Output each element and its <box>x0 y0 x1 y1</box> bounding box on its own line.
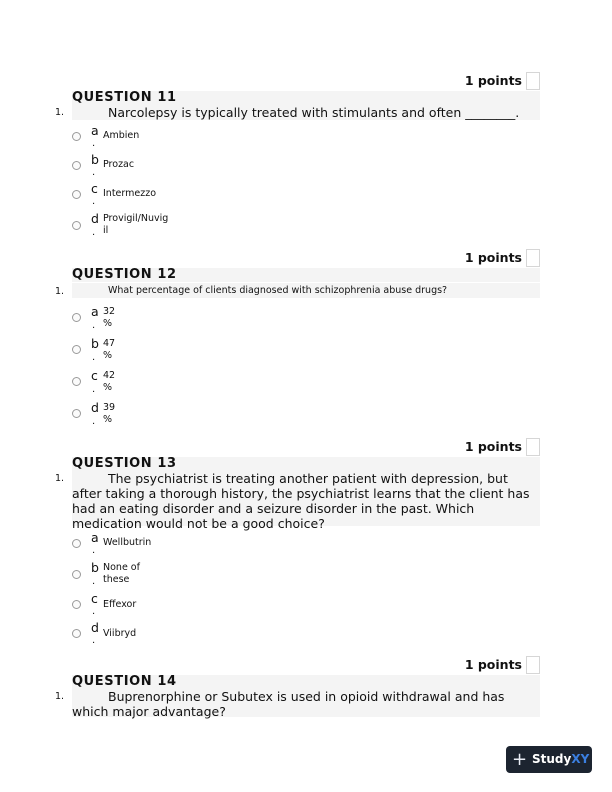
option-text[interactable]: Intermezzo <box>103 188 157 199</box>
question-number: 1. <box>55 691 65 702</box>
option-text[interactable]: None of these <box>103 562 140 585</box>
answer-radio[interactable] <box>72 600 81 609</box>
option-dot: . <box>92 606 96 617</box>
answer-radio[interactable] <box>72 313 81 322</box>
option-dot: . <box>92 635 96 646</box>
question-title: QUESTION 13 <box>72 457 540 471</box>
option-text[interactable]: Provigil/Nuvig il <box>103 213 169 236</box>
option-dot: . <box>92 196 96 207</box>
question-text: Buprenorphine or Subutex is used in opioid withdrawal and has which major advantage? <box>72 689 540 717</box>
option-text[interactable]: Effexor <box>103 599 137 610</box>
answer-radio[interactable] <box>72 221 81 230</box>
option-dot: . <box>92 167 96 178</box>
option-letter: a <box>91 123 99 138</box>
option-letter: a <box>91 530 99 545</box>
option-text[interactable]: Wellbutrin <box>103 537 152 548</box>
points-cell <box>526 249 540 267</box>
option-text[interactable]: Viibryd <box>103 628 137 639</box>
option-text[interactable]: Prozac <box>103 159 135 170</box>
option-dot: . <box>92 320 96 331</box>
question-title: QUESTION 12 <box>72 268 540 282</box>
option-text[interactable]: 42 % <box>103 370 116 393</box>
option-text[interactable]: 47 % <box>103 338 116 361</box>
points-label: 1 points <box>464 250 522 265</box>
option-letter: c <box>91 368 98 383</box>
brand-name-suffix: XY <box>571 752 590 766</box>
option-letter: d <box>91 211 99 226</box>
option-dot: . <box>92 545 96 556</box>
answer-radio[interactable] <box>72 345 81 354</box>
brand-name <box>532 746 589 773</box>
answer-radio[interactable] <box>72 409 81 418</box>
question-text: The psychiatrist is treating another patient with depression, but after taking a thorough history, the psychiatrist learns that the client has had an eating disorder and a seizure disorder in the past. Which medication would not be a good choice? <box>72 471 540 526</box>
option-text[interactable]: 32 % <box>103 306 116 329</box>
points-label: 1 points <box>464 439 522 454</box>
answer-radio[interactable] <box>72 377 81 386</box>
option-letter: b <box>91 560 99 575</box>
option-letter: a <box>91 304 99 319</box>
question-text: What percentage of clients diagnosed with schizophrenia abuse drugs? <box>72 283 540 298</box>
question-number: 1. <box>55 286 65 297</box>
option-letter: d <box>91 620 99 635</box>
option-dot: . <box>92 416 96 427</box>
option-dot: . <box>92 227 96 238</box>
option-dot: . <box>92 576 96 587</box>
answer-radio[interactable] <box>72 570 81 579</box>
answer-radio[interactable] <box>72 161 81 170</box>
option-letter: c <box>91 181 98 196</box>
option-letter: c <box>91 591 98 606</box>
points-cell <box>526 72 540 90</box>
studyxy-badge[interactable] <box>506 746 592 773</box>
answer-radio[interactable] <box>72 190 81 199</box>
option-letter: d <box>91 400 99 415</box>
points-cell <box>526 656 540 674</box>
option-text[interactable]: Ambien <box>103 130 140 141</box>
option-letter: b <box>91 152 99 167</box>
points-label: 1 points <box>464 73 522 88</box>
question-number: 1. <box>55 473 65 484</box>
answer-radio[interactable] <box>72 132 81 141</box>
option-letter: b <box>91 336 99 351</box>
answer-radio[interactable] <box>72 539 81 548</box>
option-dot: . <box>92 352 96 363</box>
question-number: 1. <box>55 107 65 118</box>
question-title: QUESTION 11 <box>72 91 540 105</box>
answer-radio[interactable] <box>72 629 81 638</box>
brand-name-prefix: Study <box>532 752 572 766</box>
question-text: Narcolepsy is typically treated with stimulants and often ________. <box>72 105 540 120</box>
option-text[interactable]: 39 % <box>103 402 116 425</box>
plus-icon: + <box>512 749 528 770</box>
points-cell <box>526 438 540 456</box>
option-dot: . <box>92 384 96 395</box>
question-title: QUESTION 14 <box>72 675 540 689</box>
points-label: 1 points <box>464 657 522 672</box>
option-dot: . <box>92 138 96 149</box>
